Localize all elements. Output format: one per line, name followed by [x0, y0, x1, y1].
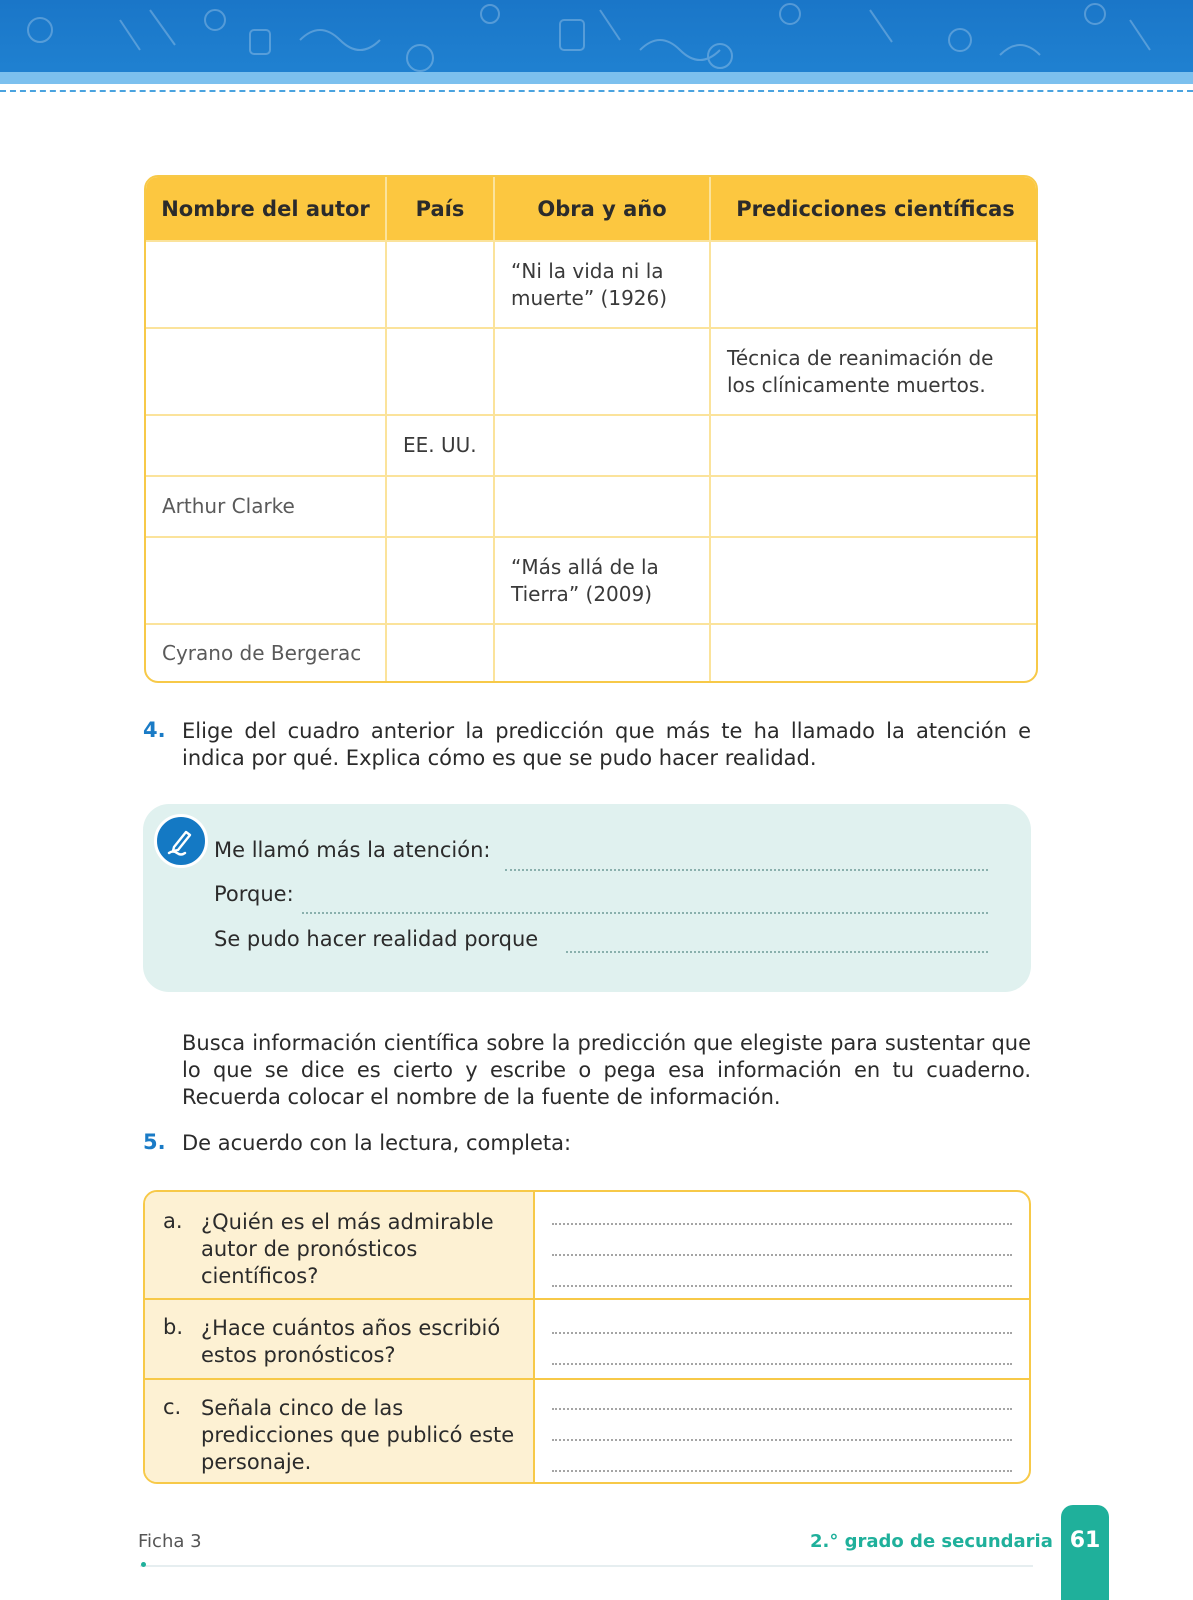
table-cell[interactable] [710, 241, 1038, 328]
table-row [146, 624, 1038, 681]
table-row [146, 537, 1038, 624]
header-work-year: Obra y año [494, 177, 710, 241]
answer-line-reality[interactable] [566, 951, 988, 953]
item-a-letter: a. [163, 1209, 183, 1233]
header-author: Nombre del autor [146, 177, 386, 241]
table-cell[interactable] [386, 537, 494, 624]
banner-strip [0, 72, 1193, 84]
question-4-number: 4. [143, 718, 166, 742]
table-cell[interactable] [710, 537, 1038, 624]
table-cell[interactable] [386, 476, 494, 537]
row-divider [145, 1378, 1029, 1380]
table-cell[interactable] [494, 624, 710, 681]
table-cell[interactable] [710, 476, 1038, 537]
table-cell[interactable]: Técnica de reanimación de los clínicamente muertos. [710, 328, 1038, 415]
item-b-question: ¿Hace cuántos años escribió estos pronósticos? [201, 1316, 501, 1367]
footer-sheet-label: Ficha 3 [138, 1531, 202, 1552]
question-5-number: 5. [143, 1130, 166, 1154]
table-cell[interactable] [494, 415, 710, 476]
table-row [146, 241, 1038, 328]
answer-line[interactable] [552, 1408, 1012, 1410]
completion-table [143, 1190, 1031, 1484]
header-country: País [386, 177, 494, 241]
table-cell[interactable] [710, 415, 1038, 476]
dashed-divider [0, 90, 1193, 92]
page-number: 61 [1061, 1505, 1109, 1600]
table-row [146, 476, 1038, 537]
row-divider [145, 1298, 1029, 1300]
footer-grade-label: 2.° grado de secundaria [810, 1531, 1053, 1552]
table-cell[interactable]: EE. UU. [386, 415, 494, 476]
answer-line[interactable] [552, 1439, 1012, 1441]
answer-line[interactable] [552, 1254, 1012, 1256]
table-header-row [146, 177, 1038, 241]
answer-line[interactable] [552, 1332, 1012, 1334]
header-banner [0, 0, 1193, 84]
authors-table [144, 175, 1038, 683]
footer-dot [141, 1562, 146, 1567]
table-cell[interactable] [710, 624, 1038, 681]
table-cell[interactable] [386, 624, 494, 681]
table-row [146, 328, 1038, 415]
footer-divider [140, 1565, 1033, 1567]
answer-line[interactable] [552, 1285, 1012, 1287]
table-cell[interactable] [146, 241, 386, 328]
table-row [146, 415, 1038, 476]
answer-label-reality: Se pudo hacer realidad porque [214, 927, 539, 951]
item-c-question: Señala cinco de las predicciones que publicó este personaje. [201, 1396, 515, 1474]
answer-line-attention[interactable] [505, 869, 988, 871]
table-cell[interactable] [386, 241, 494, 328]
answer-label-because: Porque: [214, 882, 294, 906]
answer-line-because[interactable] [302, 912, 988, 914]
table-cell[interactable] [386, 328, 494, 415]
item-a-question: ¿Quién es el más admirable autor de pronósticos científicos? [201, 1210, 494, 1288]
table-cell[interactable]: Arthur Clarke [146, 476, 386, 537]
header-predictions: Predicciones científicas [710, 177, 1038, 241]
answer-line[interactable] [552, 1363, 1012, 1365]
table-cell[interactable]: “Ni la vida ni la muerte” (1926) [494, 241, 710, 328]
table-cell[interactable]: “Más allá de la Tierra” (2009) [494, 537, 710, 624]
table-cell[interactable] [146, 537, 386, 624]
answer-line[interactable] [552, 1470, 1012, 1472]
table-cell[interactable] [494, 476, 710, 537]
table-cell[interactable] [146, 415, 386, 476]
answer-label-attention: Me llamó más la atención: [214, 838, 491, 862]
question-4-text: Elige del cuadro anterior la predicción que más te ha llamado la atención e indica por qué. Explica cómo es que se pudo hacer realidad. [182, 719, 1031, 770]
table-cell[interactable]: Cyrano de Bergerac [146, 624, 386, 681]
item-b-letter: b. [163, 1315, 184, 1339]
table-cell[interactable] [146, 328, 386, 415]
question-5-text: De acuerdo con la lectura, completa: [182, 1131, 572, 1155]
answer-line[interactable] [552, 1223, 1012, 1225]
table-cell[interactable] [494, 328, 710, 415]
doodle-pattern [0, 0, 1193, 72]
item-c-letter: c. [163, 1395, 182, 1419]
research-instructions: Busca información científica sobre la predicción que elegiste para sustentar que lo que se dice es cierto y escribe o pega esa información en tu cuaderno. Recuerda colocar el nombre de la fuente de información. [182, 1031, 1031, 1109]
pencil-icon [154, 814, 208, 868]
